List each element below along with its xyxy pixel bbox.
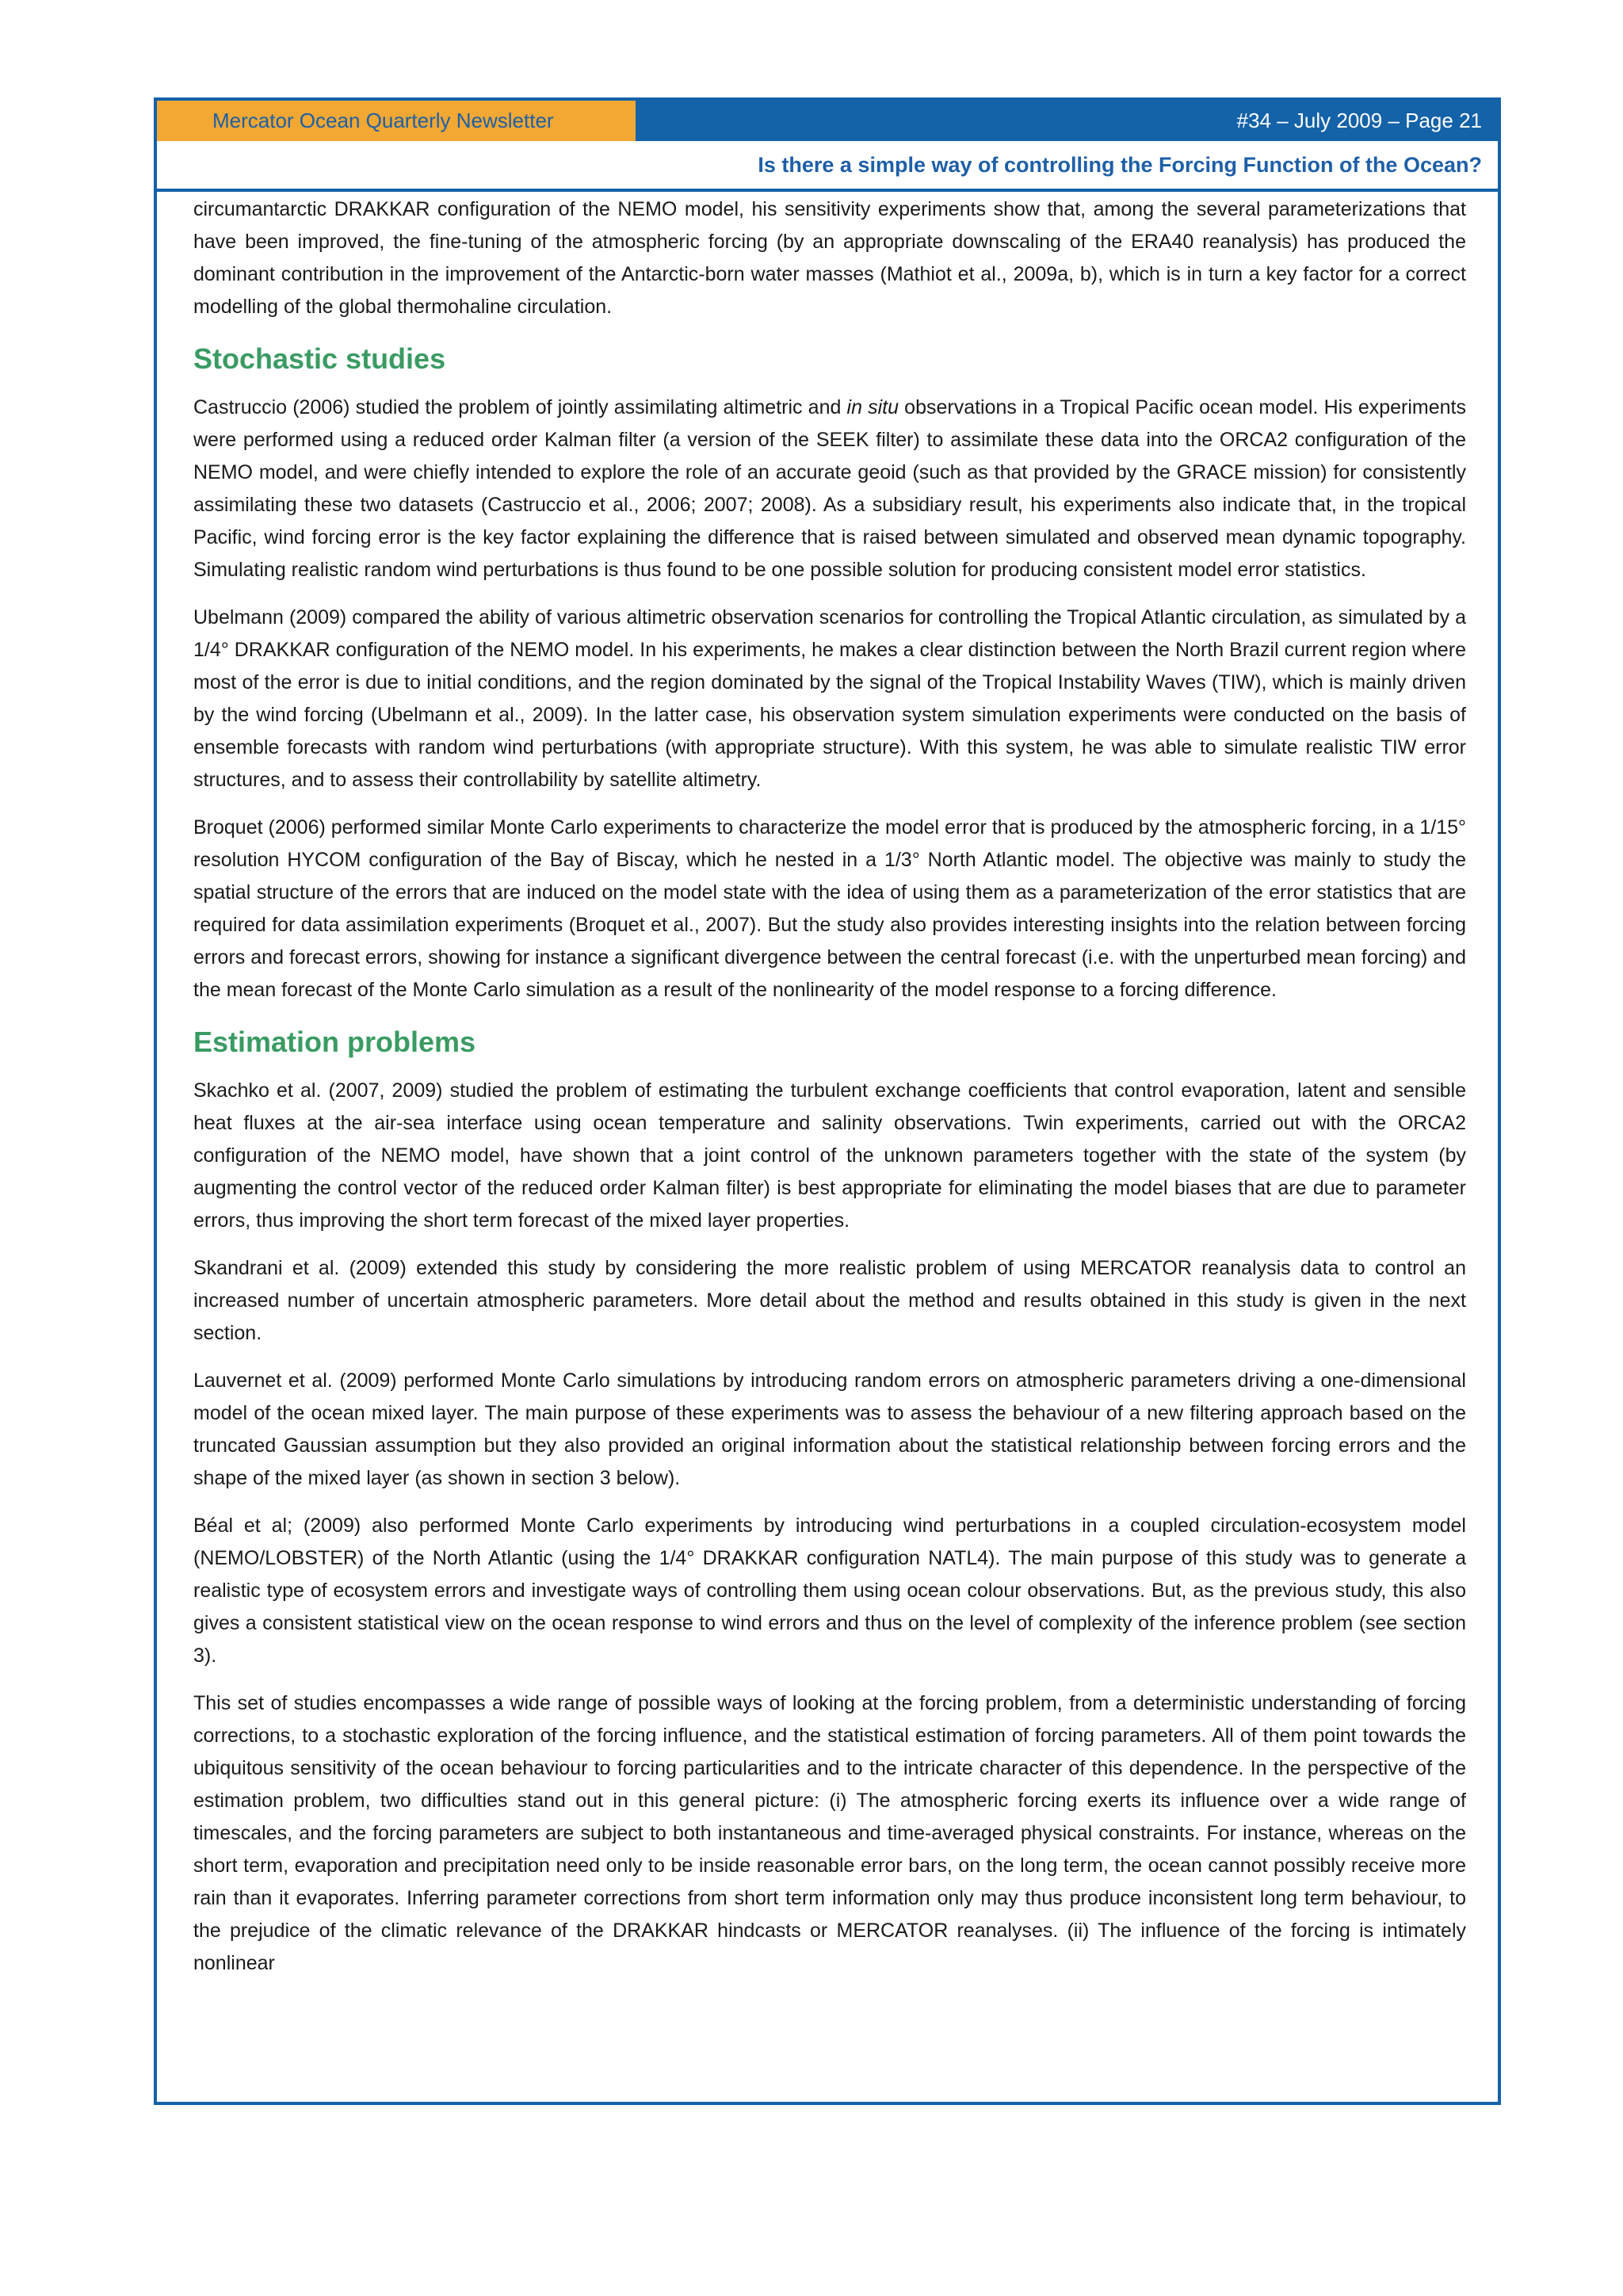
paragraph-castruccio (193, 392, 1466, 586)
article-title: Is there a simple way of controlling the Forcing Function of the Ocean? (758, 153, 1482, 177)
paragraph-lauvernet: Lauvernet et al. (2009) performed Monte Carlo simulations by introducing random errors on atmospheric parameters driving a one-dimensional model of the ocean mixed layer. The main purpose of these experiments was to assess the behaviour of a new filtering approach based on the truncated Gaussian assumption but they also provided an original information about the statistical relationship between forcing errors and the shape of the mixed layer (as shown in section 3 below). (193, 1370, 1466, 1489)
paragraph-skachko: Skachko et al. (2007, 2009) studied the problem of estimating the turbulent exchange coefficients that control evaporation, latent and sensible heat fluxes at the air-sea interface using ocean temperature and salinity observations. Twin experiments, carried out with the ORCA2 configuration of the NEMO model, have shown that a joint control of the unknown parameters together with the state of the system (by augmenting the control vector of the reduced order Kalman filter) is best appropriate for eliminating the model biases that are due to parameter errors, thus improving the short term forecast of the mixed layer properties. (193, 1079, 1466, 1232)
paragraph-summary: This set of studies encompasses a wide range of possible ways of looking at the forcing problem, from a deterministic understanding of forcing corrections, to a stochastic exploration of the forcing influence, and the statistical estimation of forcing parameters. All of them point towards the ubiquitous sensitivity of the ocean behaviour to forcing particularities and to the intricate character of this dependence. In the perspective of the estimation problem, two difficulties stand out in this general picture: (i) The atmospheric forcing exerts its influence over a wide range of timescales, and the forcing parameters are subject to both instantaneous and time-averaged physical constraints. For instance, whereas on the short term, evaporation and precipitation need only to be inside reasonable error bars, on the long term, the ocean cannot possibly receive more rain than it evaporates. Inferring parameter corrections from short term information only may thus produce inconsistent long term behaviour, to the prejudice of the climatic relevance of the DRAKKAR hindcasts or MERCATOR reanalyses. (ii) The influence of the forcing is intimately nonlinear (193, 1692, 1466, 1974)
section-heading-stochastic: Stochastic studies (193, 342, 446, 375)
intro-paragraph: circumantarctic DRAKKAR configuration of the NEMO model, his sensitivity experiments show that, among the several parameterizations that have been improved, the fine-tuning of the atmospheric forcing (by an appropriate downscaling of the ERA40 reanalysis) has produced the dominant contribution in the improvement of the Antarctic-born water masses (Mathiot et al., 2009a, b), which is in turn a key factor for a correct modelling of the global thermohaline circulation. (193, 198, 1466, 318)
page-frame (154, 97, 1501, 2105)
paragraph-beal: Béal et al; (2009) also performed Monte Carlo experiments by introducing wind perturbations in a coupled circulation-ecosystem model (NEMO/LOBSTER) of the North Atlantic (using the 1/4° DRAKKAR configuration NATL4). The main purpose of this study was to generate a realistic type of ecosystem errors and investigate ways of controlling them using ocean colour observations. But, as the previous study, this also gives a consistent statistical view on the ocean response to wind errors and thus on the level of complexity of the inference problem (see section 3). (193, 1515, 1466, 1667)
issue-page-label: #34 – July 2009 – Page 21 (636, 101, 1498, 141)
paragraph-broquet: Broquet (2006) performed similar Monte Carlo experiments to characterize the model error that is produced by the atmospheric forcing, in a 1/15° resolution HYCOM configuration of the Bay of Biscay, which he nested in a 1/3° North Atlantic model. The objective was mainly to study the spatial structure of the errors that are induced on the model state with the idea of using them as a parameterization of the error statistics that are required for data assimilation experiments (Broquet et al., 2007). But the study also provides interesting insights into the relation between forcing errors and forecast errors, showing for instance a significant divergence between the central forecast (i.e. with the unperturbed mean forcing) and the mean forecast of the Monte Carlo simulation as a result of the nonlinearity of the model response to a forcing difference. (193, 816, 1466, 1001)
paragraph-text: observations in a Tropical Pacific ocean model. His experiments were performed using a reduced order Kalman filter (a version of the SEEK filter) to assimilate these data into the ORCA2 configuration of the NEMO model, and were chiefly intended to explore the role of an accurate geoid (such as that provided by the GRACE mission) for consistently assimilating these two datasets (Castruccio et al., 2006; 2007; 2008). As a subsidiary result, his experiments also indicate that, in the tropical Pacific, wind forcing error is the key factor explaining the difference that is raised between simulated and observed mean dynamic topography. Simulating realistic random wind perturbations is thus found to be one possible solution for producing consistent model error statistics. (193, 396, 1466, 581)
italic-term: in situ (846, 396, 899, 418)
paragraph-text: Castruccio (2006) studied the problem of jointly assimilating altimetric and (193, 396, 847, 418)
section-heading-estimation: Estimation problems (193, 1026, 476, 1058)
newsletter-name: Mercator Ocean Quarterly Newsletter (157, 101, 636, 141)
article-title-bar (157, 141, 1498, 192)
header-banner (157, 101, 1498, 141)
paragraph-ubelmann: Ubelmann (2009) compared the ability of various altimetric observation scenarios for controlling the Tropical Atlantic circulation, as simulated by a 1/4° DRAKKAR configuration of the NEMO model. In his experiments, he makes a clear distinction between the North Brazil current region where most of the error is due to initial conditions, and the region dominated by the signal of the Tropical Instability Waves (TIW), which is mainly driven by the wind forcing (Ubelmann et al., 2009). In the latter case, his observation system simulation experiments were conducted on the basis of ensemble forecasts with random wind perturbations (with appropriate structure). With this system, he was able to simulate realistic TIW error structures, and to assess their controllability by satellite altimetry. (193, 606, 1466, 791)
paragraph-skandrani: Skandrani et al. (2009) extended this study by considering the more realistic problem of using MERCATOR reanalysis data to control an increased number of uncertain atmospheric parameters. More detail about the method and results obtained in this study is given in the next section. (193, 1257, 1466, 1344)
article-body (193, 193, 1466, 1980)
